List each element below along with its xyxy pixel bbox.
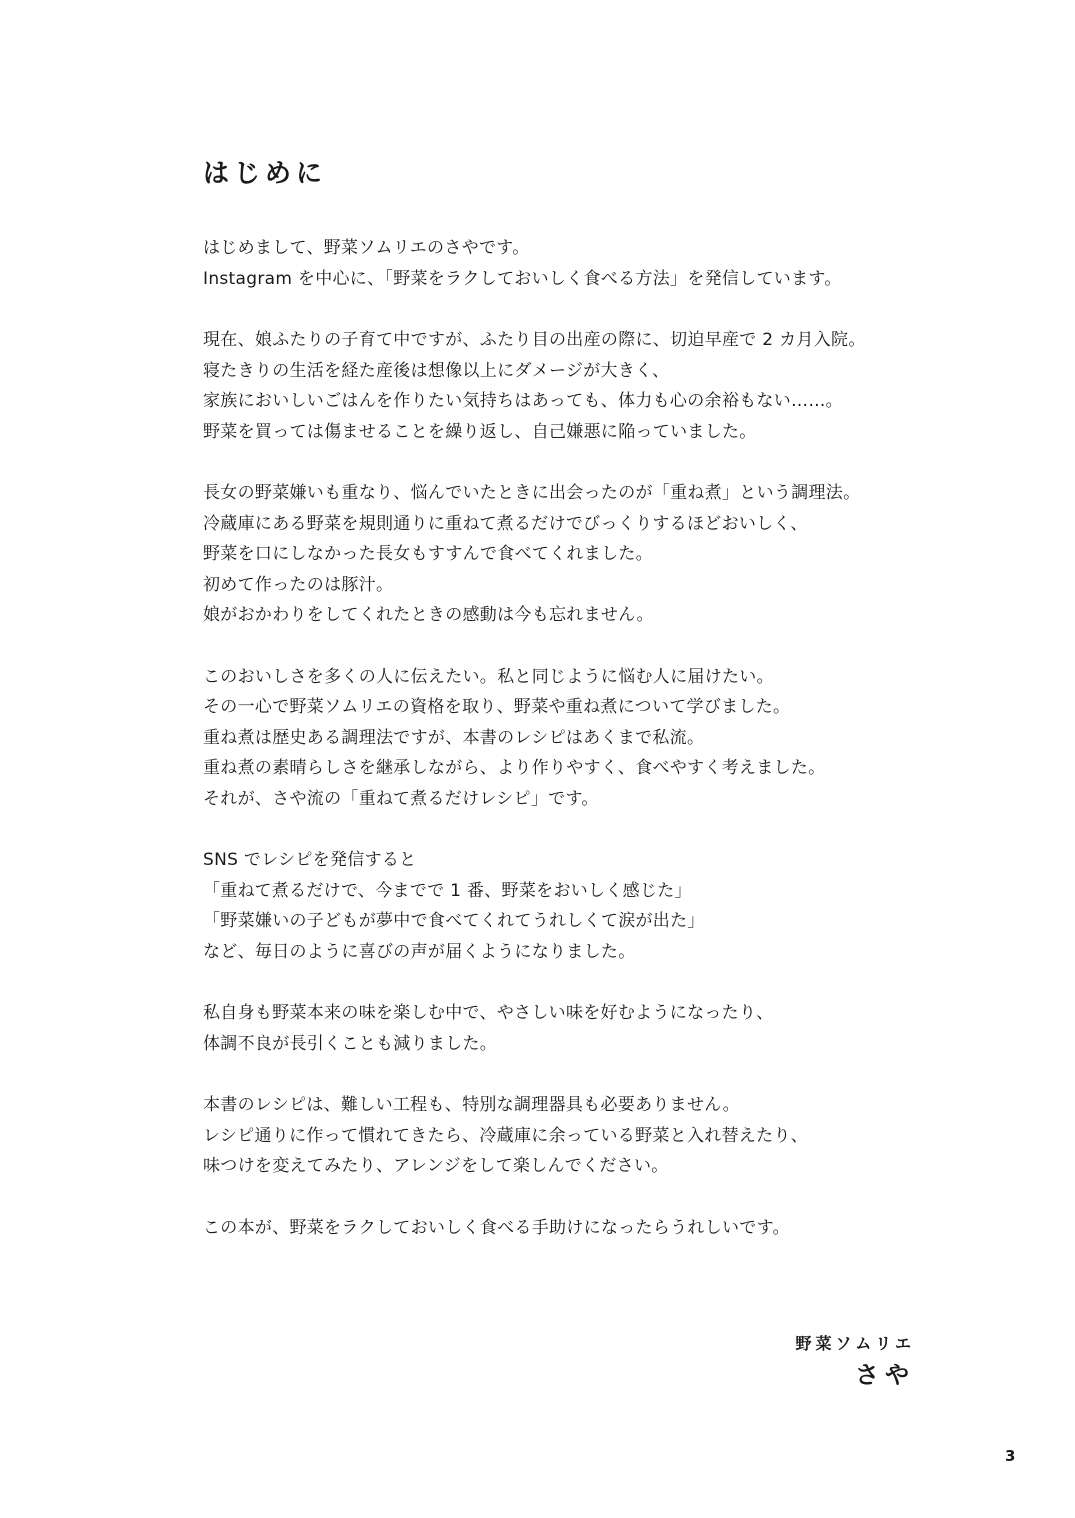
paragraph-closing xyxy=(203,1213,983,1244)
text-line: など、毎日のように喜びの声が届くようになりました。 xyxy=(203,941,636,962)
text-line: レシピ通りに作って慣れてきたら、冷蔵庫に余っている野菜と入れ替えたり、 xyxy=(203,1125,809,1146)
text-line: 味つけを変えてみたり、アレンジをして楽しんでください。 xyxy=(203,1156,669,1176)
text-line: 野菜を買っては傷ませることを繰り返し、自己嫌悪に陥っていました。 xyxy=(203,421,757,442)
text-line: 冷蔵庫にある野菜を規則通りに重ねて煮るだけでびっくりするほどおいしく、 xyxy=(203,513,808,534)
text-line: Instagram を中心に、「野菜をラクしておいしく食べる方法」を発信しています。 xyxy=(203,268,842,289)
paragraph-intro xyxy=(203,233,983,294)
author-role: 野菜ソムリエ xyxy=(795,1334,915,1353)
paragraph-personal xyxy=(203,998,983,1059)
paragraph-feedback xyxy=(203,845,983,967)
page-number: 3 xyxy=(1005,1447,1016,1465)
text-line: この本が、野菜をラクしておいしく食べる手助けになったらうれしいです。 xyxy=(203,1217,790,1238)
text-line: 「野菜嫌いの子どもが夢中で食べてくれてうれしくて涙が出た」 xyxy=(203,911,705,931)
text-line: 野菜を口にしなかった長女もすすんで食べてくれました。 xyxy=(203,544,653,564)
text-line: 「重ねて煮るだけで、今までで 1 番、野菜をおいしく感じた」 xyxy=(203,880,692,901)
text-line: 体調不良が長引くことも減りました。 xyxy=(203,1033,498,1054)
text-line: 私自身も野菜本来の味を楽しむ中で、やさしい味を好むようになったり、 xyxy=(203,1003,774,1023)
text-line: 家族においしいごはんを作りたい気持ちはあっても、体力も心の余裕もない……。 xyxy=(203,391,843,411)
text-line: 娘がおかわりをしてくれたときの感動は今も忘れません。 xyxy=(203,605,654,625)
text-line: 初めて作ったのは豚汁。 xyxy=(203,574,394,595)
page-title: はじめに xyxy=(203,159,328,189)
author-signature xyxy=(795,1330,915,1392)
author-name: さや xyxy=(855,1361,915,1389)
text-line: 重ね煮の素晴らしさを継承しながら、より作りやすく、食べやすく考えました。 xyxy=(203,758,826,778)
text-line: 寝たきりの生活を経た産後は想像以上にダメージが大きく、 xyxy=(203,360,670,381)
body-text xyxy=(203,233,983,1274)
text-line: 長女の野菜嫌いも重なり、悩んでいたときに出会ったのが「重ね煮」という調理法。 xyxy=(203,483,861,503)
paragraph-usage xyxy=(203,1090,983,1182)
text-line: 重ね煮は歴史ある調理法ですが、本書のレシピはあくまで私流。 xyxy=(203,727,705,748)
paragraph-discovery xyxy=(203,478,983,631)
paragraph-background xyxy=(203,325,983,447)
text-line: 現在、娘ふたりの子育て中ですが、ふたり目の出産の際に、切迫早産で 2 カ月入院。 xyxy=(203,330,866,350)
text-line: それが、さや流の「重ねて煮るだけレシピ」です。 xyxy=(203,788,599,809)
paragraph-mission xyxy=(203,662,983,815)
text-line: はじめまして、野菜ソムリエのさやです。 xyxy=(203,238,530,258)
text-line: このおいしさを多くの人に伝えたい。私と同じように悩む人に届けたい。 xyxy=(203,666,774,687)
text-line: 本書のレシピは、難しい工程も、特別な調理器具も必要ありません。 xyxy=(203,1095,740,1115)
text-line: SNS でレシピを発信すると xyxy=(203,850,417,870)
text-line: その一心で野菜ソムリエの資格を取り、野菜や重ね煮について学びました。 xyxy=(203,697,791,717)
